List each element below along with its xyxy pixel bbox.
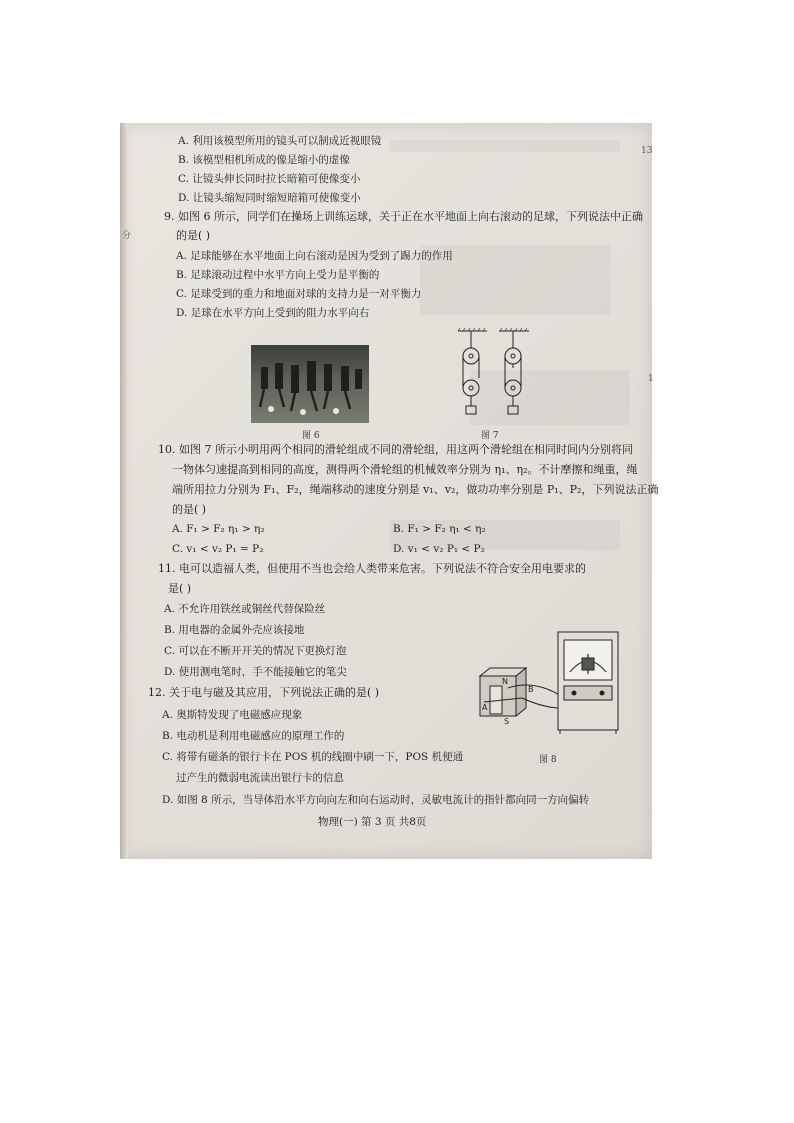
q11-stem: 11. 电可以造福人类，但使用不当也会给人类带来危害。下列说法不符合安全用电要求的	[158, 562, 586, 575]
q10-stem-cont-2: 端所用拉力分别为 F₁、F₂，绳端移动的速度分别是 v₁、v₂，做功功率分别是 P₁、P₂，下列说法正确	[172, 483, 659, 496]
q10-stem-cont-3: 的是( )	[172, 503, 207, 516]
q10-option-c: C. v₁ < v₂ P₁ = P₂	[172, 543, 264, 555]
margin-mark-mid-right: 1	[648, 374, 654, 384]
q10-option-b: B. F₁ > F₂ η₁ < η₂	[393, 523, 486, 535]
q10-stem: 10. 如图 7 所示小明用两个相同的滑轮组成不同的滑轮组，用这两个滑轮组在相同时间内分别将同	[158, 443, 633, 456]
q9-stem-cont: 的是( )	[176, 229, 211, 242]
figure-8-caption: 图 8	[539, 755, 557, 765]
fig8-label-s: S	[504, 717, 510, 726]
page-footer: 物理(一) 第 3 页 共8页	[318, 816, 427, 828]
fig8-label-b: B	[528, 685, 534, 694]
margin-mark-top-right: 13	[641, 146, 653, 156]
q10-option-a: A. F₁ > F₂ η₁ > η₂	[172, 523, 265, 535]
q12-stem: 12. 关于电与磁及其应用，下列说法正确的是( )	[148, 686, 380, 699]
q9-option-c: C. 足球受到的重力和地面对球的支持力是一对平衡力	[176, 288, 422, 300]
fig8-label-a: A	[482, 703, 488, 712]
q10-option-d: D. v₁ < v₂ P₁ < P₂	[393, 543, 485, 555]
figure-7-pulleys	[455, 328, 535, 420]
q9-option-a: A. 足球能够在水平地面上向右滚动是因为受到了踢力的作用	[176, 250, 453, 262]
q12-option-c: C. 将带有磁条的银行卡在 POS 机的线圈中刷一下，POS 机便通	[162, 751, 464, 763]
q11-option-b: B. 用电器的金属外壳应该接地	[164, 624, 305, 636]
figure-6-caption: 图 6	[302, 431, 320, 441]
q9-option-b: B. 足球滚动过程中水平方向上受力是平衡的	[176, 269, 380, 281]
q9-stem: 9. 如图 6 所示，同学们在操场上训练运球，关于正在水平地面上向右滚动的足球，下列说法中正确	[164, 210, 643, 223]
bleed-through	[390, 140, 620, 152]
q8-option-b: B. 该模型相机所成的像是缩小的虚像	[178, 154, 350, 166]
figure-7-caption: 图 7	[481, 431, 499, 441]
q8-option-c: C. 让镜头伸长同时拉长暗箱可使像变小	[178, 173, 361, 185]
q12-option-b: B. 电动机是利用电磁感应的原理工作的	[162, 730, 345, 742]
q12-option-c-cont: 过产生的微弱电流读出银行卡的信息	[176, 772, 344, 784]
q12-option-d: D. 如图 8 所示，当导体沿水平方向向左和向右运动时，灵敏电流计的指针都向同一方向偏转	[162, 794, 590, 806]
q11-option-a: A. 不允许用铁丝或铜丝代替保险丝	[164, 603, 326, 615]
q11-option-d: D. 使用测电笔时，手不能接触它的笔尖	[164, 666, 347, 678]
q8-option-d: D. 让镜头缩短同时缩短暗箱可使像变小	[178, 192, 361, 204]
q11-option-c: C. 可以在不断开开关的情况下更换灯泡	[164, 645, 347, 657]
q8-option-a: A. 利用该模型所用的镜头可以制成近视眼镜	[178, 135, 382, 147]
margin-mark-left: 分	[122, 231, 132, 241]
figure-6-photo	[251, 345, 369, 423]
fig8-label-n: N	[502, 677, 508, 686]
q12-option-a: A. 奥斯特发现了电磁感应现象	[162, 709, 303, 721]
q10-stem-cont-1: 一物体匀速提高到相同的高度，测得两个滑轮组的机械效率分别为 η₁、η₂。不计摩擦和绳重，绳	[172, 463, 638, 476]
q11-stem-cont: 是( )	[168, 582, 192, 595]
q9-option-d: D. 足球在水平方向上受到的阻力水平向右	[176, 307, 370, 319]
figure-8-galvanometer	[478, 628, 624, 736]
